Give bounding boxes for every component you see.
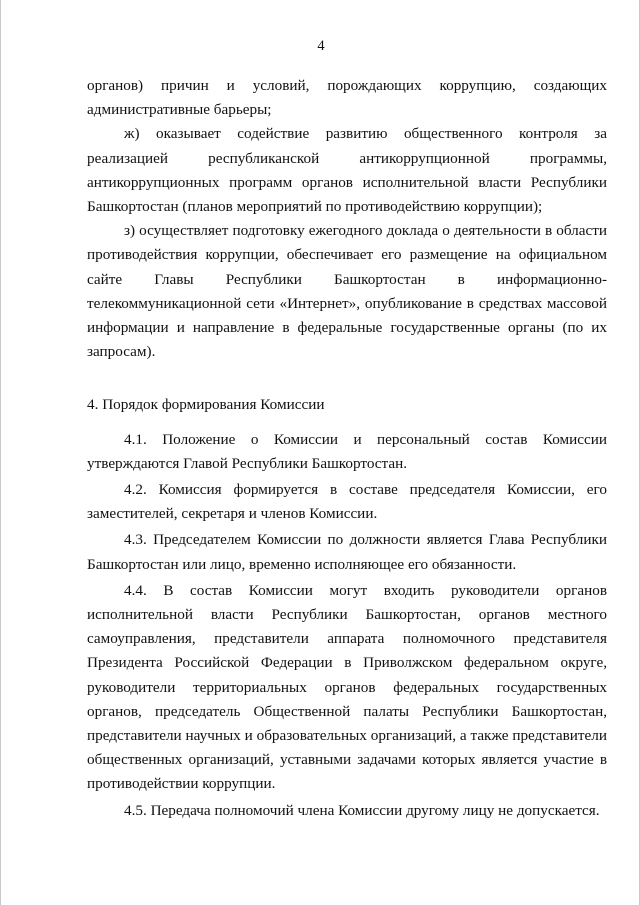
section-item-4-3: 4.3. Председателем Комиссии по должности является Глава Республики Башкортостан или лицо, временно исполняющее его обязанности. [87, 531, 607, 573]
section-item-4-4: 4.4. В состав Комиссии могут входить руководители органов исполнительной власти Республики Башкортостан, органов местного самоуправления, представители аппарата полномочного представителя Президента Российской Федерации в Приволжском федеральном округе, руководители территориальных органов федеральных государственных органов, председатель Общественной палаты Республики Башкортостан, представители научных и образовательных организаций, а также представители общественных организаций, уставными задачами которых является участие в противодействии коррупции. [87, 581, 607, 793]
paragraph-item-zh: ж) оказывает содействие развитию общественного контроля за реализацией республиканской антикоррупционной программы, антикоррупционных программ органов исполнительной власти Республики Башкортостан (планов мероприятий по противодействию коррупции); [87, 125, 607, 216]
document-body [87, 74, 607, 825]
section-item-4-5: 4.5. Передача полномочий члена Комиссии другому лицу не допускается. [124, 801, 600, 819]
section-heading: 4. Порядок формирования Комиссии [87, 396, 325, 414]
section-item-4-1: 4.1. Положение о Комиссии и персональный состав Комиссии утверждаются Главой Республики Башкортостан. [87, 430, 607, 472]
page-number: 4 [317, 38, 325, 54]
section-item-4-2: 4.2. Комиссия формируется в составе председателя Комиссии, его заместителей, секретаря и членов Комиссии. [87, 481, 607, 523]
paragraph-item-z: з) осуществляет подготовку ежегодного доклада о деятельности в области противодействия коррупции, обеспечивает его размещение на официальном сайте Главы Республики Башкортостан в информационно-телекоммуникационной сети «Интернет», опубликование в средствах массовой информации и направление в федеральные государственные органы (по их запросам). [87, 222, 607, 361]
paragraph-continuation: органов) причин и условий, порождающих коррупцию, создающих административные барьеры; [87, 77, 607, 119]
section-items [87, 428, 607, 823]
